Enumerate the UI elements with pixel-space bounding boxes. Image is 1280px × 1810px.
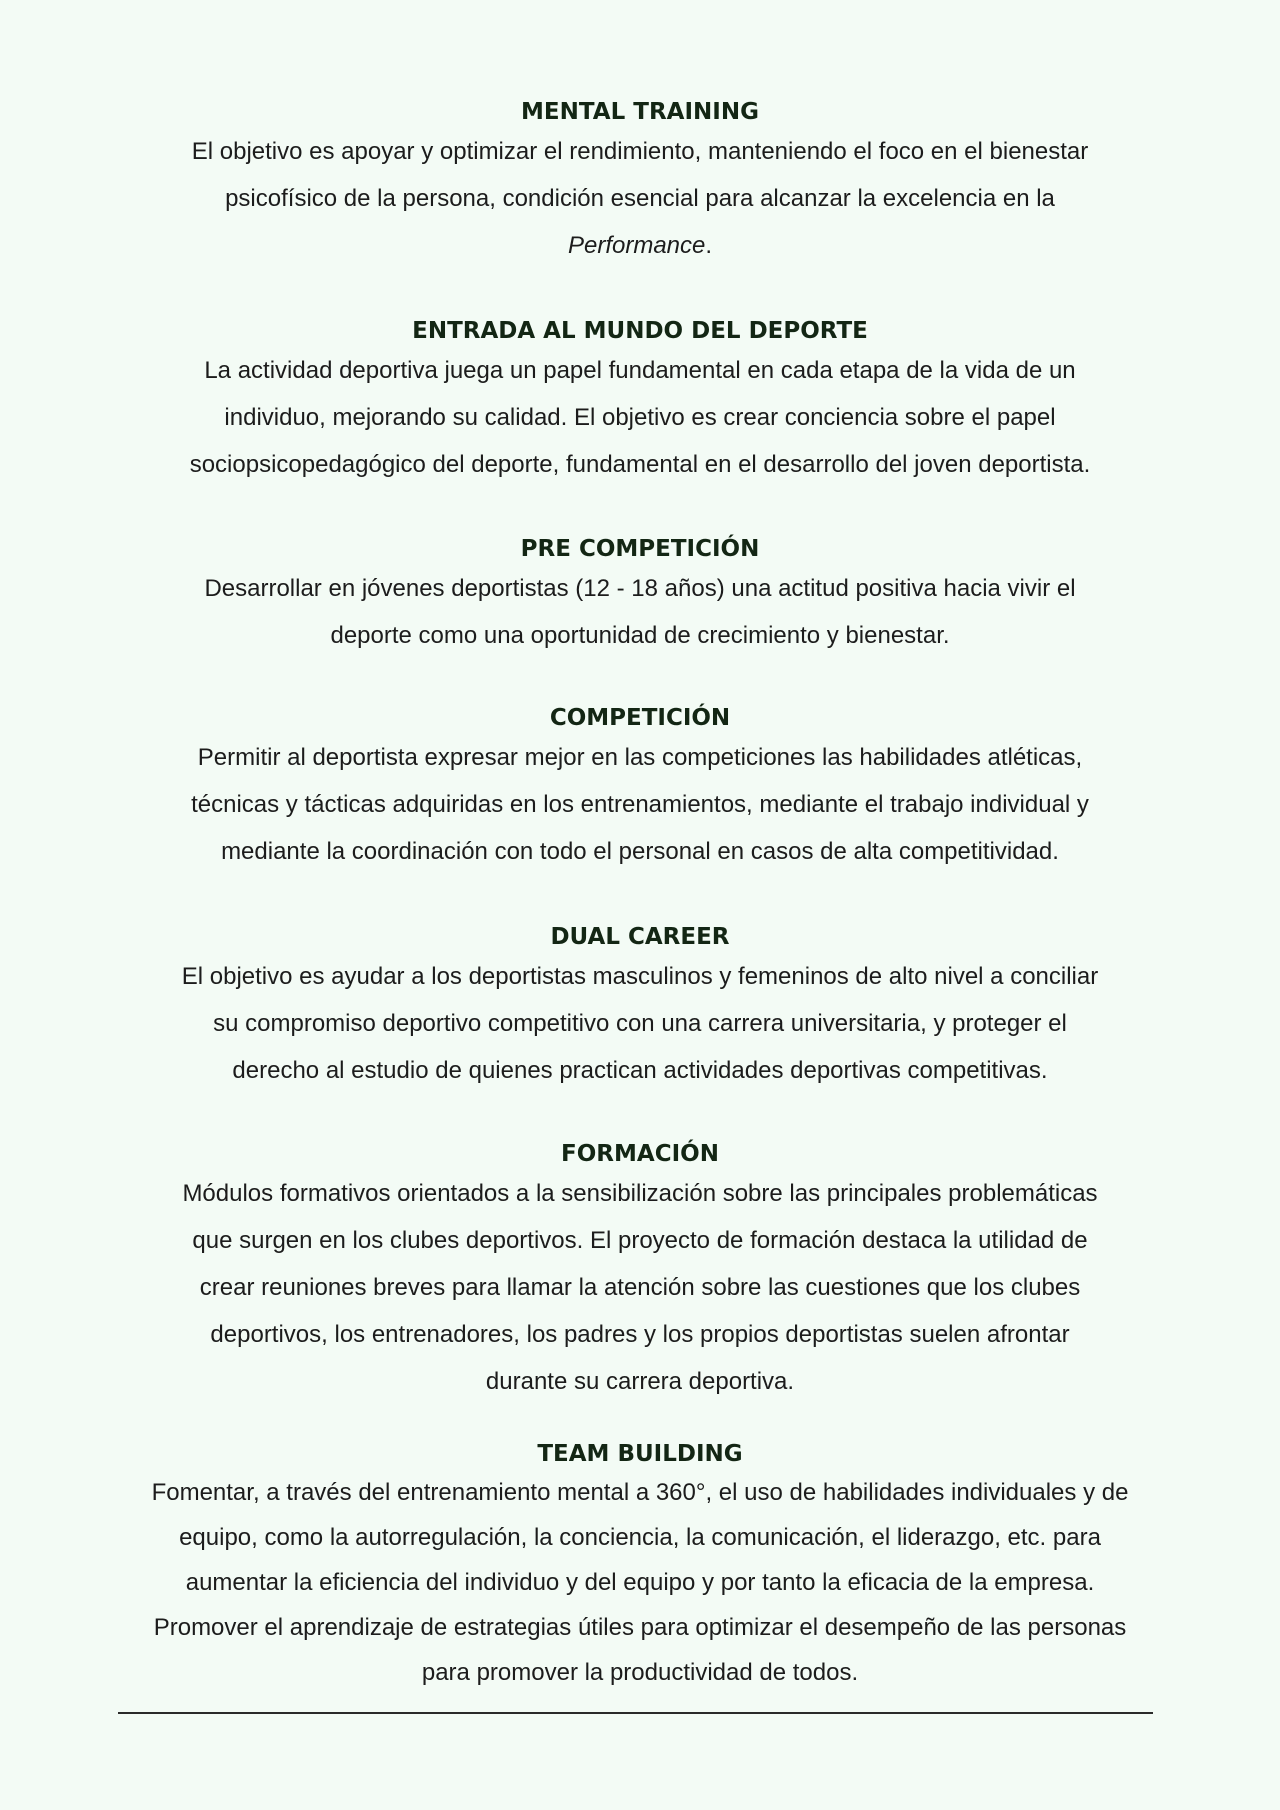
- section-body: [110, 1470, 1170, 1695]
- body-line: [110, 222, 1170, 269]
- footer-divider: [118, 1712, 1153, 1714]
- body-line: La actividad deportiva juega un papel fundamental en cada etapa de la vida de un: [204, 357, 1076, 384]
- section-heading: DUAL CAREER: [550, 924, 730, 950]
- body-line: mediante la coordinación con todo el personal en casos de alta competitividad.: [221, 838, 1059, 865]
- body-line: Fomentar, a través del entrenamiento mental a 360°, el uso de habilidades individuales y de: [151, 1479, 1129, 1506]
- body-line: derecho al estudio de quienes practican actividades deportivas competitivas.: [232, 1057, 1048, 1084]
- body-line: técnicas y tácticas adquiridas en los entrenamientos, mediante el trabajo individual y: [191, 791, 1089, 818]
- body-line: El objetivo es apoyar y optimizar el rendimiento, manteniendo el foco en el bienestar: [191, 138, 1089, 165]
- italic-term: Performance: [567, 232, 706, 259]
- section-mental-training: [110, 96, 1170, 269]
- body-line: durante su carrera deportiva.: [485, 1368, 795, 1395]
- section-body: [110, 128, 1170, 269]
- body-line: deporte como una oportunidad de crecimiento y bienestar.: [330, 622, 950, 649]
- section-heading: PRE COMPETICIÓN: [520, 536, 760, 562]
- body-line: Desarrollar en jóvenes deportistas (12 - 18 años) una actitud positiva hacia vivir el: [204, 575, 1076, 602]
- section-body: [110, 953, 1170, 1094]
- body-line: crear reuniones breves para llamar la atención sobre las cuestiones que los clubes: [199, 1274, 1081, 1301]
- body-line: psicofísico de la persona, condición esencial para alcanzar la excelencia en la: [225, 185, 1055, 212]
- body-line: individuo, mejorando su calidad. El objetivo es crear conciencia sobre el papel: [224, 404, 1056, 431]
- section-heading: ENTRADA AL MUNDO DEL DEPORTE: [412, 318, 868, 344]
- section-team-building: [110, 1438, 1170, 1695]
- body-line: El objetivo es ayudar a los deportistas masculinos y femeninos de alto nivel a conciliar: [181, 963, 1099, 990]
- body-line: deportivos, los entrenadores, los padres y los propios deportistas suelen afrontar: [210, 1321, 1070, 1348]
- body-line: aumentar la eficiencia del individuo y del equipo y por tanto la eficacia de la empresa.: [185, 1569, 1095, 1596]
- body-line-tail: .: [705, 232, 713, 259]
- body-line: que surgen en los clubes deportivos. El proyecto de formación destaca la utilidad de: [192, 1227, 1088, 1254]
- section-body: [110, 565, 1170, 659]
- section-heading: TEAM BUILDING: [537, 1441, 743, 1467]
- section-competicion: [110, 702, 1170, 875]
- body-line: para promover la productividad de todos.: [421, 1659, 859, 1686]
- section-formacion: [110, 1138, 1170, 1405]
- body-line: Permitir al deportista expresar mejor en las competiciones las habilidades atléticas,: [197, 744, 1083, 771]
- section-entrada-al-mundo-del-deporte: [110, 315, 1170, 488]
- section-body: [110, 1170, 1170, 1405]
- body-line: sociopsicopedagógico del deporte, fundamental en el desarrollo del joven deportista.: [189, 451, 1091, 478]
- body-line: su compromiso deportivo competitivo con una carrera universitaria, y proteger el: [213, 1010, 1067, 1037]
- section-dual-career: [110, 921, 1170, 1094]
- section-heading: FORMACIÓN: [561, 1141, 719, 1167]
- body-line: equipo, como la autorregulación, la conciencia, la comunicación, el liderazgo, etc. para: [179, 1524, 1101, 1551]
- body-line: Promover el aprendizaje de estrategias útiles para optimizar el desempeño de las personas: [153, 1614, 1127, 1641]
- section-body: [110, 734, 1170, 875]
- section-heading: COMPETICIÓN: [549, 705, 731, 731]
- body-line: Módulos formativos orientados a la sensibilización sobre las principales problemáticas: [182, 1180, 1098, 1207]
- section-heading: MENTAL TRAINING: [521, 99, 759, 125]
- section-pre-competicion: [110, 533, 1170, 659]
- section-body: [110, 347, 1170, 488]
